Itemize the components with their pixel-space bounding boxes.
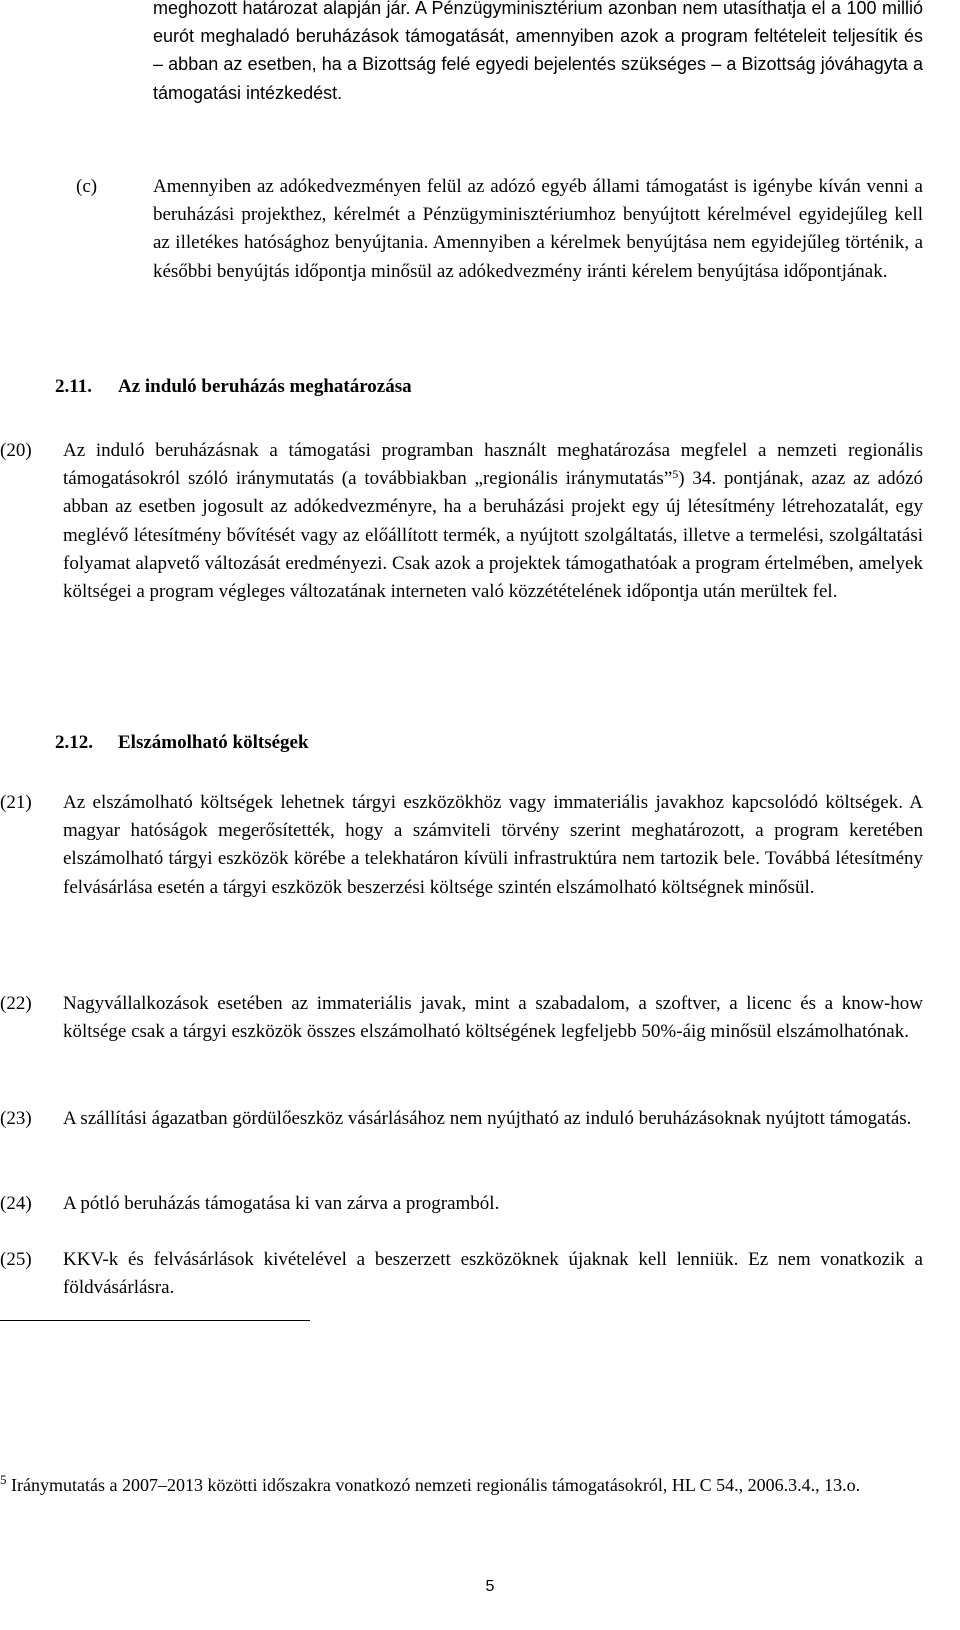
intro-continuation-paragraph: meghozott határozat alapján jár. A Pénzügyminisztérium azonban nem utasíthatja el a 100 millió eurót meghaladó beruházások támogatását, amennyiben azok a program feltételeit teljesítik és – abban az esetben, ha a Bizottság felé egyedi bejelentés szükséges – a Bizottság jóváhagyta a támogatási intézkedést.	[153, 0, 923, 103]
para-25-label: (25)	[0, 1249, 32, 1270]
para-20-text-part1: Az induló beruházásnak a támogatási programban használt meghatározása megfelel a nemzeti regionális támogatásokról szóló iránymutatás (a továbbiakban „regionális iránymutatás”	[63, 440, 923, 490]
footnote-reference[interactable]: 5	[672, 467, 679, 482]
para-24-text: A pótló beruházás támogatása ki van zárva a programból.	[63, 1193, 500, 1214]
page-number: 5	[485, 1578, 495, 1595]
para-21-label: (21)	[0, 792, 32, 813]
section-number: 2.12.	[55, 732, 93, 753]
para-23-text: A szállítási ágazatban gördülőeszköz vásárlásához nem nyújtható az induló beruházásoknak nyújtott támogatás.	[63, 1108, 912, 1129]
para-25-text: KKV-k és felvásárlások kivételével a beszerzett eszközöknek újaknak kell lenniük. Ez nem vonatkozik a földvásárlásra.	[63, 1249, 923, 1299]
footnote	[0, 1472, 922, 1499]
section-title: Elszámolható költségek	[118, 732, 309, 753]
para-21-text: Az elszámolható költségek lehetnek tárgyi eszközökhöz vagy immateriális javakhoz kapcsolódó költségek. A magyar hatóságok megerősítették, hogy a számviteli törvény szerint meghatározott, a program keretében elszámolható tárgyi eszközök körébe a telekhatáron kívüli infrastruktúra nem tartozik bele. Továbbá létesítmény felvásárlása esetén a tárgyi eszközök beszerzési költsége szintén elszámolható költségnek minősül.	[63, 792, 923, 898]
para-22-label: (22)	[0, 993, 32, 1014]
para-24-label: (24)	[0, 1193, 32, 1214]
para-22-text: Nagyvállalkozások esetében az immateriális javak, mint a szabadalom, a szoftver, a licenc és a know-how költsége csak a tárgyi eszközök összes elszámolható költségének legfeljebb 50%-áig minősül elszámolhatónak.	[63, 993, 923, 1043]
para-20-text	[63, 437, 923, 606]
para-20-text-part2: ) 34. pontjának, azaz az adózó abban az esetben jogosult az adókedvezményre, ha a beruházási projekt egy új létesítmény létrehozatalát, egy meglévő létesítmény bővítését vagy az előállított termék, a nyújtott szolgáltatás, illetve a termelési, szolgáltatási folyamat alapvető változását eredményezi. Csak azok a projektek támogathatóak a program értelmében, amelyek költségei a program végleges változatának interneten való közzétételének időpontja után merültek fel.	[63, 468, 924, 603]
footnote-text: Iránymutatás a 2007–2013 közötti időszakra vonatkozó nemzeti regionális támogatásokról, HL C 54., 2006.3.4., 13.o.	[11, 1475, 861, 1495]
section-heading-2-12	[55, 729, 309, 757]
section-heading-2-11	[55, 373, 412, 401]
para-20-label: (20)	[0, 440, 32, 461]
item-c-label: (c)	[76, 176, 98, 197]
section-title: Az induló beruházás meghatározása	[118, 376, 412, 397]
footnote-mark: 5	[0, 1472, 7, 1487]
para-23-label: (23)	[0, 1108, 32, 1129]
item-c-paragraph: Amennyiben az adókedvezményen felül az adózó egyéb állami támogatást is igénybe kíván venni a beruházási projekthez, kérelmét a Pénzügyminisztériumhoz benyújtott kérelmével egyidejűleg kell az illetékes hatósághoz benyújtania. Amennyiben a kérelmek benyújtása nem egyidejűleg történik, a későbbi benyújtás időpontja minősül az adókedvezmény iránti kérelem benyújtása időpontjának.	[153, 176, 923, 282]
footnote-separator	[0, 1320, 310, 1321]
section-number: 2.11.	[55, 376, 92, 397]
